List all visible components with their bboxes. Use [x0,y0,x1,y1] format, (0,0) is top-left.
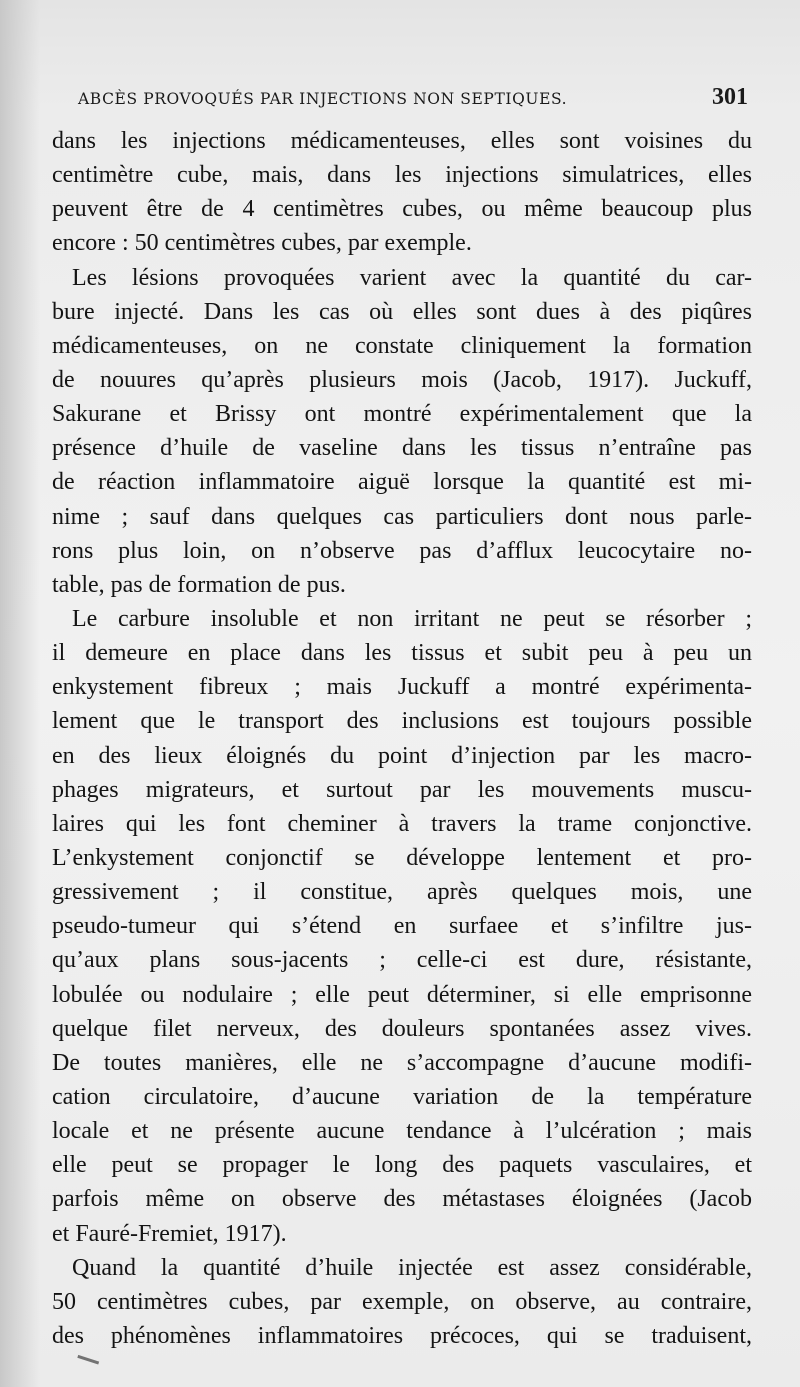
text-line: lobulée ou nodulaire ; elle peut déterminer, si elle emprisonne [52,981,752,1008]
text-line: en des lieux éloignés du point d’injection par les macro- [52,742,752,769]
text-line: Sakurane et Brissy ont montré expérimentalement que la [52,401,752,428]
text-line: Le carbure insoluble et non irritant ne peut se résorber ; [72,605,752,632]
body-text [52,124,752,1353]
text-line: centimètre cube, mais, dans les injections simulatrices, elles [52,162,752,189]
text-line: de réaction inflammatoire aiguë lorsque la quantité est mi- [52,469,752,496]
text-line: locale et ne présente aucune tendance à l’ulcération ; mais [52,1118,752,1145]
text-line: enkystement fibreux ; mais Juckuff a montré expérimenta- [52,674,752,701]
text-line: qu’aux plans sous-jacents ; celle-ci est dure, résistante, [52,947,752,974]
text-line: et Fauré-Fremiet, 1917). [52,1220,287,1247]
print-smudge [75,1355,99,1372]
text-line: pseudo-tumeur qui s’étend en surfaee et s’infiltre jus- [52,913,752,940]
text-line: bure injecté. Dans les cas où elles sont dues à des piqûres [52,298,752,325]
text-line: de nouures qu’après plusieurs mois (Jacob, 1917). Juckuff, [52,366,752,393]
text-line: laires qui les font cheminer à travers la trame conjonctive. [52,810,752,837]
text-line: 50 centimètres cubes, par exemple, on observe, au contraire, [52,1288,752,1315]
text-line: peuvent être de 4 centimètres cubes, ou même beaucoup plus [52,196,752,223]
text-line: gressivement ; il constitue, après quelques mois, une [52,879,752,906]
text-line: elle peut se propager le long des paquets vasculaires, et [52,1152,752,1179]
text-line: présence d’huile de vaseline dans les tissus n’entraîne pas [52,435,752,462]
text-line: il demeure en place dans les tissus et subit peu à peu un [52,640,752,667]
running-head [78,86,748,112]
text-line: L’enkystement conjonctif se développe lentement et pro- [52,844,752,871]
text-line: dans les injections médicamenteuses, elles sont voisines du [52,128,752,154]
text-line: nime ; sauf dans quelques cas particuliers dont nous parle- [52,503,752,530]
text-line: rons plus loin, on n’observe pas d’afflux leucocytaire no- [52,537,752,564]
text-line: Les lésions provoquées varient avec la quantité du car- [72,264,752,291]
text-line: encore : 50 centimètres cubes, par exemple. [52,230,472,257]
text-line: médicamenteuses, on ne constate cliniquement la formation [52,332,752,359]
text-line: parfois même on observe des métastases éloignées (Jacob [52,1186,752,1213]
text-line: cation circulatoire, d’aucune variation de la température [52,1083,752,1110]
text-line: table, pas de formation de pus. [52,571,346,598]
text-line: Quand la quantité d’huile injectée est assez considérable, [72,1254,752,1281]
text-line: phages migrateurs, et surtout par les mouvements muscu- [52,776,752,803]
text-line: lement que le transport des inclusions est toujours possible [52,708,752,735]
text-line: quelque filet nerveux, des douleurs spontanées assez vives. [52,1015,752,1042]
text-line: De toutes manières, elle ne s’accompagne d’aucune modifi- [52,1049,752,1076]
page-number: 301 [712,84,748,110]
running-title: ABCÈS PROVOQUÉS PAR INJECTIONS NON SEPTIQUES. [78,90,568,108]
text-line: des phénomènes inflammatoires précoces, qui se traduisent, [52,1322,752,1349]
